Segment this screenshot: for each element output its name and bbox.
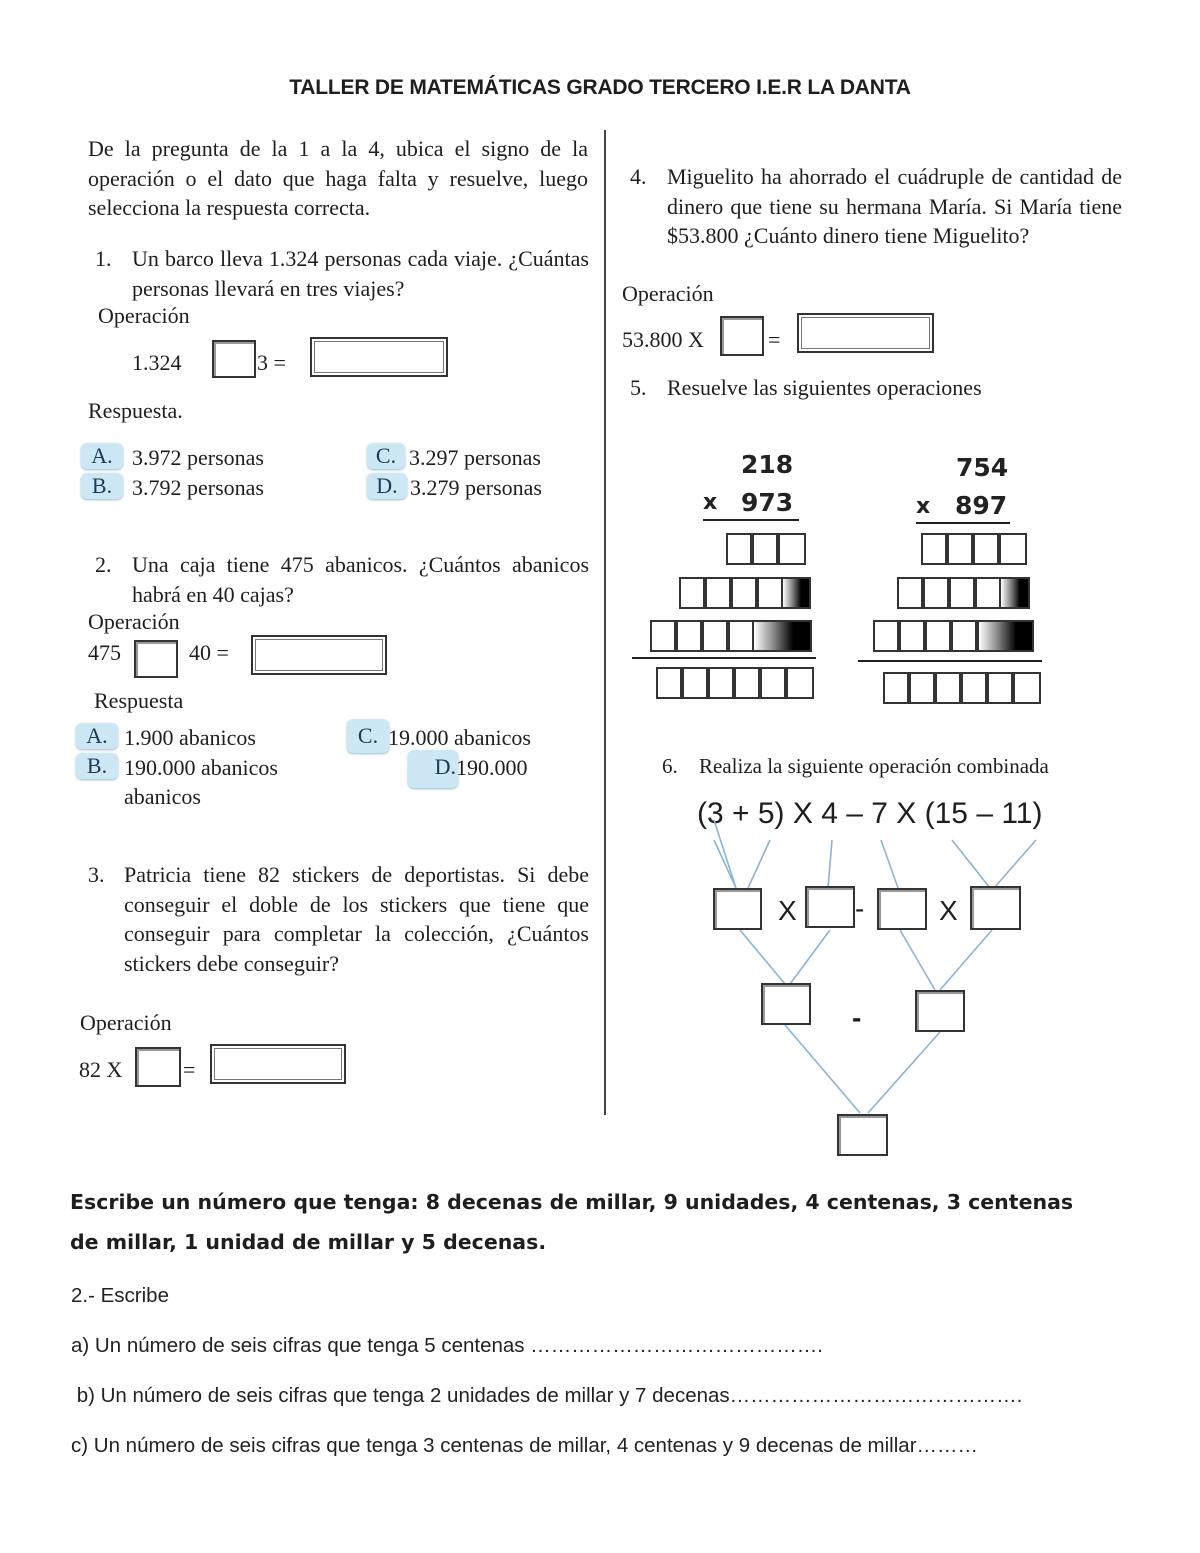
mult2-row2-cell[interactable] — [975, 577, 1001, 609]
instructions: De la pregunta de la 1 a la 4, ubica el signo de la operación o el dato que haga falta y resuelve, luego selecciona la respuesta correcta. — [88, 136, 588, 220]
mult1-top: 218 — [741, 450, 794, 479]
q3-number: 3. — [88, 862, 105, 887]
mult2-row3-filled-cell — [977, 620, 1034, 652]
q1-number: 1. — [95, 246, 112, 271]
mult2-row3-cell[interactable] — [925, 620, 951, 652]
mult2-row3-cell[interactable] — [873, 620, 899, 652]
mult2-result-cell[interactable] — [909, 672, 935, 704]
q5-text: Resuelve las siguientes operaciones — [667, 375, 982, 400]
mult1-row2-cell[interactable] — [705, 577, 731, 609]
mult1-underline — [703, 519, 799, 521]
q2-option-c-text: 19.000 abanicos — [388, 725, 531, 750]
q6-times-1: X — [778, 895, 797, 926]
mult1-result-cell[interactable] — [656, 667, 682, 699]
mult2-row2-cell[interactable] — [897, 577, 923, 609]
q2-operand-right: 40 = — [189, 640, 229, 665]
section2-item-c: c) Un número de seis cifras que tenga 3 centenas de millar, 4 centenas y 9 decenas de millar……… — [71, 1434, 979, 1457]
mult1-bottom: 973 — [741, 488, 794, 517]
q1-answer-label: Respuesta. — [88, 398, 183, 423]
mult2-row1-cell[interactable] — [973, 533, 999, 565]
q4-equals: = — [768, 327, 781, 352]
q3-result-box[interactable] — [210, 1044, 346, 1084]
mult2-result-cell[interactable] — [987, 672, 1013, 704]
mult1-result-cell[interactable] — [734, 667, 760, 699]
q3-factor-box[interactable] — [135, 1047, 181, 1087]
mult1-sum-line — [632, 657, 816, 659]
q2-operand-left: 475 — [88, 640, 121, 665]
q4-operation-label: Operación — [622, 281, 714, 306]
q2-option-d-badge[interactable] — [408, 750, 458, 788]
q1-option-d-badge[interactable]: D. — [367, 473, 407, 499]
q2-text: Una caja tiene 475 abanicos. ¿Cuántos abanicos habrá en 40 cajas? — [132, 552, 589, 607]
q6-box-product-2[interactable] — [915, 990, 965, 1032]
mult1-row3-cell[interactable] — [728, 620, 754, 652]
q2-option-b-text: 190.000 abanicos — [124, 755, 278, 780]
q2-option-a-text: 1.900 abanicos — [124, 725, 256, 750]
q6-expression: (3 + 5) X 4 – 7 X (15 – 11) — [697, 797, 1043, 830]
q2-option-d-text: 190.000 — [456, 755, 528, 780]
q2-option-d-letter: D. — [434, 754, 456, 779]
mult2-sign: x — [916, 494, 931, 519]
mult1-row2-cell[interactable] — [679, 577, 705, 609]
q6-text: Realiza la siguiente operación combinada — [699, 754, 1049, 778]
q1-option-b-text: 3.792 personas — [132, 475, 264, 500]
q1-sign-box[interactable] — [212, 340, 256, 378]
q2-number: 2. — [95, 552, 112, 577]
mult2-row2-cell[interactable] — [923, 577, 949, 609]
q6-box-final[interactable] — [837, 1114, 888, 1156]
q1-text: Un barco lleva 1.324 personas cada viaje. ¿Cuántas personas llevará en tres viajes? — [132, 246, 589, 301]
section2-item-b: b) Un número de seis cifras que tenga 2 unidades de millar y 7 decenas……………………………………. — [71, 1384, 1023, 1407]
q6-box-c[interactable] — [877, 888, 927, 930]
q5-number: 5. — [630, 375, 647, 400]
mult2-row1-cell[interactable] — [921, 533, 947, 565]
mult1-row3-cell[interactable] — [702, 620, 728, 652]
mult2-row2-cell[interactable] — [949, 577, 975, 609]
mult2-row3-cell[interactable] — [899, 620, 925, 652]
mult1-sign: x — [703, 490, 718, 515]
q1-operation-label: Operación — [98, 303, 190, 328]
mult2-result-cell[interactable] — [961, 672, 987, 704]
q1-option-c-text: 3.297 personas — [409, 445, 541, 470]
mult1-row1-cell[interactable] — [726, 533, 752, 565]
q4-text: Miguelito ha ahorrado el cuádruple de cantidad de dinero que tiene su hermana María. Si María tiene $53.800 ¿Cuánto dinero tiene Miguelito? — [667, 164, 1122, 248]
q6-minus-1: - — [855, 893, 865, 924]
q1-option-a-text: 3.972 personas — [132, 445, 264, 470]
q3-equals: = — [183, 1057, 196, 1082]
mult2-top: 754 — [956, 453, 1009, 482]
mult1-result-cell[interactable] — [708, 667, 734, 699]
mult2-result-cell[interactable] — [883, 672, 909, 704]
q2-option-c-badge[interactable]: C. — [347, 719, 389, 753]
q1-option-b-badge[interactable]: B. — [81, 473, 123, 499]
q6-tree-lines — [600, 820, 1100, 1140]
q6-box-a[interactable] — [713, 888, 762, 930]
mult1-result-cell[interactable] — [786, 667, 814, 699]
q2-option-b-badge[interactable]: B. — [76, 753, 118, 779]
q1-option-c-badge[interactable]: C. — [367, 443, 405, 469]
mult2-result-cell[interactable] — [935, 672, 961, 704]
q6-box-product-1[interactable] — [761, 983, 811, 1025]
q3-text: Patricia tiene 82 stickers de deportistas. Si debe conseguir el doble de los stickers que tiene que conseguir para completar la colección, ¿Cuántos stickers debe conseguir? — [124, 862, 589, 976]
mult2-row1-cell[interactable] — [999, 533, 1027, 565]
q2-sign-box[interactable] — [134, 640, 178, 678]
q4-number: 4. — [630, 164, 647, 189]
mult2-result-cell[interactable] — [1013, 672, 1041, 704]
mult1-row2-filled-cell — [781, 577, 811, 609]
q1-operand-right: 3 = — [257, 350, 286, 375]
mult2-underline — [916, 522, 1010, 524]
q4-operand-left: 53.800 X — [622, 327, 704, 352]
q1-operand-left: 1.324 — [132, 350, 182, 375]
mult1-row2-cell[interactable] — [757, 577, 783, 609]
q6-minus-2: - — [852, 1002, 862, 1033]
section2-item-a: a) Un número de seis cifras que tenga 5 centenas ……………………………………. — [71, 1334, 823, 1357]
q4-result-box[interactable] — [797, 313, 934, 353]
q3-operation-label: Operación — [80, 1010, 172, 1035]
q1-result-box[interactable] — [310, 337, 448, 377]
q6-number: 6. — [662, 754, 678, 778]
mult2-row1-cell[interactable] — [947, 533, 973, 565]
mult1-row3-cell[interactable] — [676, 620, 702, 652]
mult2-bottom: 897 — [955, 491, 1008, 520]
mult1-row3-filled-cell — [752, 620, 812, 652]
q2-option-a-badge[interactable]: A. — [76, 723, 118, 749]
mult1-row2-cell[interactable] — [731, 577, 757, 609]
page-title: TALLER DE MATEMÁTICAS GRADO TERCERO I.E.R LA DANTA — [289, 76, 911, 99]
place-value-task: Escribe un número que tenga: 8 decenas de millar, 9 unidades, 4 centenas, 3 centenas de millar, 1 unidad de millar y 5 decenas. — [70, 1190, 1074, 1254]
q2-result-box[interactable] — [251, 635, 387, 675]
mult2-row2-filled-cell — [999, 577, 1030, 609]
q1-option-a-badge[interactable]: A. — [81, 443, 123, 469]
mult1-row1-cell[interactable] — [778, 533, 806, 565]
mult1-row3-cell[interactable] — [650, 620, 676, 652]
q1-option-d-text: 3.279 personas — [410, 475, 542, 500]
q2-answer-label: Respuesta — [94, 688, 184, 713]
mult2-row3-cell[interactable] — [951, 620, 977, 652]
q6-times-2: X — [939, 895, 958, 926]
mult2-sum-line — [858, 660, 1042, 662]
q2-option-b-wrap: abanicos — [124, 784, 201, 809]
mult1-row1-cell[interactable] — [752, 533, 778, 565]
q4-factor-box[interactable] — [720, 316, 764, 356]
mult1-result-cell[interactable] — [760, 667, 786, 699]
q6-box-d[interactable] — [970, 886, 1021, 930]
q2-operation-label: Operación — [88, 609, 180, 634]
q6-box-b[interactable] — [805, 886, 855, 928]
mult1-result-cell[interactable] — [682, 667, 708, 699]
section2-heading: 2.- Escribe — [71, 1284, 169, 1307]
q3-operand-left: 82 X — [79, 1057, 123, 1082]
